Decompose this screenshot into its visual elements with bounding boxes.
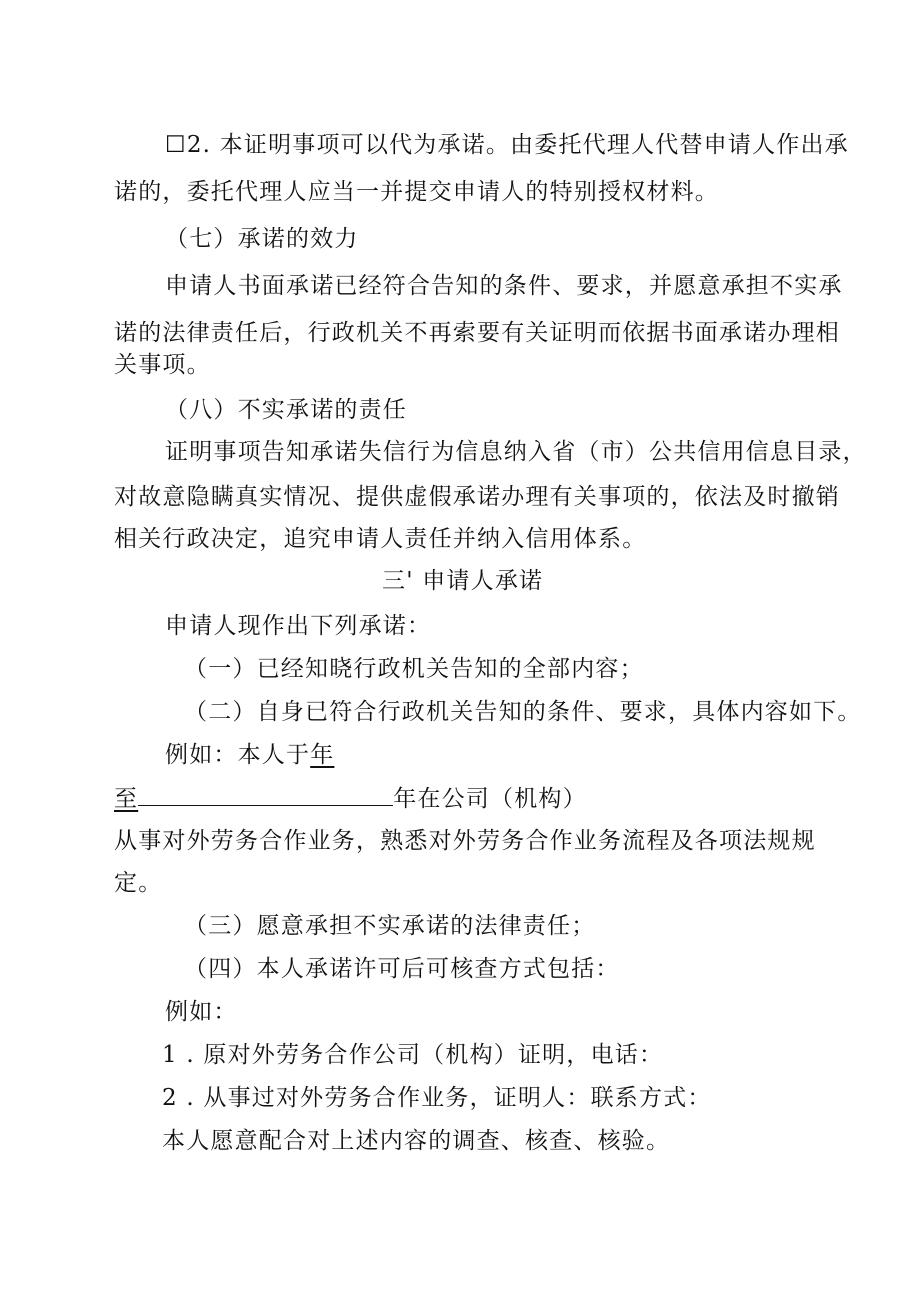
section-heading-7: （七）承诺的效力 [165,226,359,252]
paragraph-line: 相关行政决定，追究申请人责任并纳入信用体系。 [114,526,647,552]
paragraph-line: 诺的法律责任后，行政机关不再索要有关证明而依据书面承诺办理相 [114,320,840,346]
text: 年在公司（机构） [393,786,587,812]
year-field[interactable]: 年 [310,742,335,768]
paragraph-line: 定。 [114,870,163,896]
checkbox-icon: ☐ [165,132,187,158]
text: 2. 本证明事项可以代为承诺。由委托代理人代替申请人作出承 [186,132,849,158]
text: 至 [114,786,139,812]
paragraph-line [114,783,587,814]
paragraph-line: 例如： [165,999,238,1025]
blank-input-line[interactable] [138,783,393,806]
verification-method-1: 1 . 原对外劳务合作公司（机构）证明，电话： [162,1042,664,1068]
paragraph-line: 申请人书面承诺已经符合告知的条件、要求，并愿意承担不实承 [165,273,843,299]
verification-method-2: 2 . 从事过对外劳务合作业务，证明人：联系方式： [162,1085,712,1111]
text: 例如：本人于 [165,742,311,768]
paragraph-line: 从事对外劳务合作业务，熟悉对外劳务合作业务流程及各项法规规 [114,828,816,854]
paragraph-line [165,130,849,160]
section-heading-3: 三' 申请人承诺 [382,568,544,594]
commitment-item-3: （三）愿意承担不实承诺的法律责任； [184,913,596,939]
paragraph-line [165,740,334,770]
paragraph-line: 证明事项告知承诺失信行为信息纳入省（市）公共信用信息目录， [165,439,867,465]
paragraph-line: 对故意隐瞒真实情况、提供虚假承诺办理有关事项的，依法及时撤销 [114,484,840,510]
section-heading-8: （八）不实承诺的责任 [165,397,407,423]
paragraph-line: 关事项。 [114,352,211,378]
paragraph-line: 诺的，委托代理人应当一并提交申请人的特别授权材料。 [114,179,719,205]
paragraph-line: 本人愿意配合对上述内容的调查、核查、核验。 [162,1128,671,1154]
commitment-item-4: （四）本人承诺许可后可核查方式包括： [184,956,620,982]
commitment-item-2: （二）自身已符合行政机关告知的条件、要求，具体内容如下。 [184,699,862,725]
commitment-item-1: （一）已经知晓行政机关告知的全部内容； [184,656,644,682]
paragraph-line: 申请人现作出下列承诺： [165,613,432,639]
